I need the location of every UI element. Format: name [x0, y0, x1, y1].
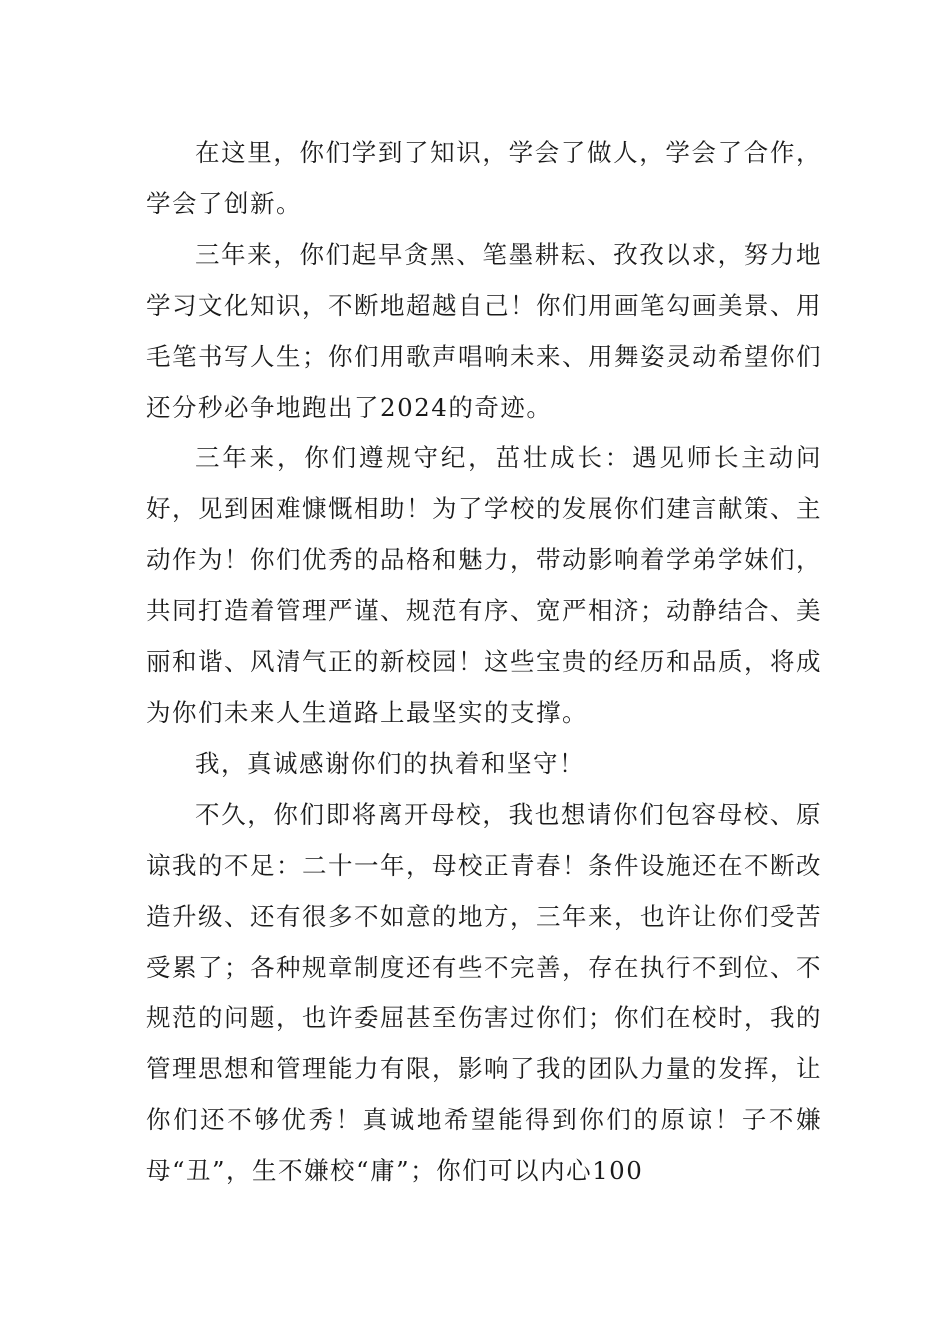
document-body: [146, 128, 822, 1197]
paragraph-1: 在这里，你们学到了知识，学会了做人，学会了合作，学会了创新。: [146, 138, 822, 218]
paragraph-3: 三年来，你们遵规守纪，茁壮成长：遇见师长主动问好，见到困难慷慨相助！为了学校的发展你们建言献策、主动作为！你们优秀的品格和魅力，带动影响着学弟学妹们，共同打造着管理严谨、规范有序、宽严相济；动静结合、美丽和谐、风清气正的新校园！这些宝贵的经历和品质，将成为你们未来人生道路上最坚实的支撑。: [146, 443, 822, 727]
paragraph-2: 三年来，你们起早贪黑、笔墨耕耘、孜孜以求，努力地学习文化知识，不断地超越自己！你们用画笔勾画美景、用毛笔书写人生；你们用歌声唱响未来、用舞姿灵动希望你们还分秒必争地跑出了2024的奇迹。: [146, 239, 822, 422]
paragraph-5: 不久，你们即将离开母校，我也想请你们包容母校、原谅我的不足：二十一年，母校正青春！条件设施还在不断改造升级、还有很多不如意的地方，三年来，也许让你们受苦受累了；各种规章制度还有些不完善，存在执行不到位、不规范的问题，也许委屈甚至伤害过你们；你们在校时，我的管理思想和管理能力有限，影响了我的团队力量的发挥，让你们还不够优秀！真诚地希望能得到你们的原谅！子不嫌母“丑”，生不嫌校“庸”；你们可以内心100: [146, 799, 822, 1186]
paragraph-4: 我，真诚感谢你们的执着和坚守！: [195, 748, 585, 778]
